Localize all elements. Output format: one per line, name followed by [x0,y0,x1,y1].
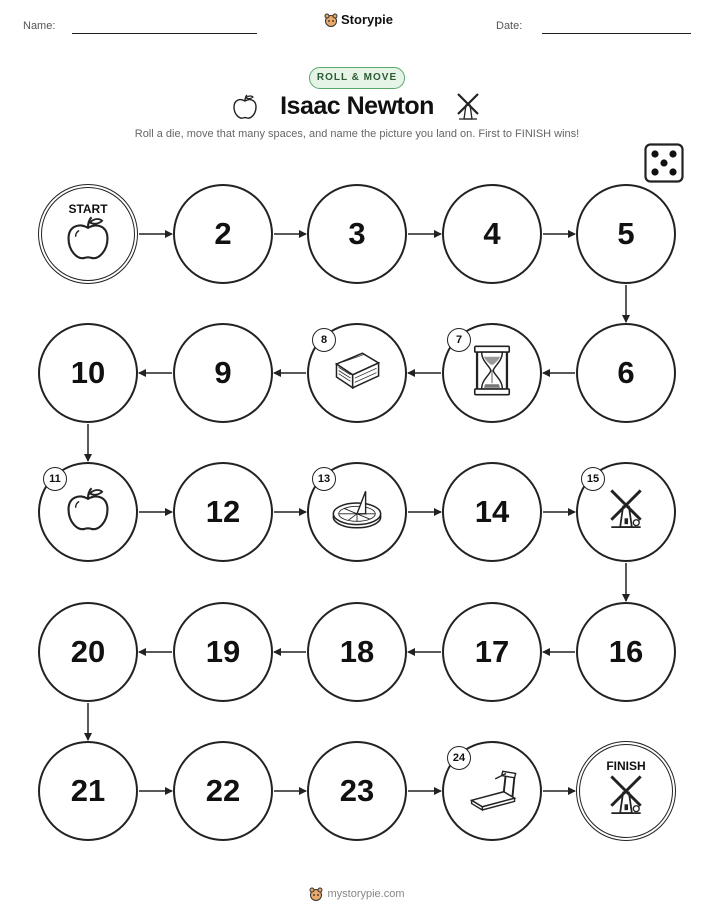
start-label: START [68,202,108,216]
finish-label: FINISH [606,759,646,773]
board-space[interactable] [173,462,273,562]
space-number-tag: 8 [312,328,336,352]
footer [0,887,714,901]
storypie-mascot-icon [309,887,323,901]
space-number: 21 [70,773,106,808]
board-space[interactable] [307,184,407,284]
board-space[interactable] [38,323,138,423]
book-icon [330,349,384,398]
board-space[interactable] [307,741,407,841]
space-number: 17 [474,634,510,669]
board-space[interactable] [576,602,676,702]
space-number: 10 [70,355,106,390]
space-number-tag: 7 [447,328,471,352]
board-space[interactable] [576,184,676,284]
space-number: 9 [214,355,232,390]
roll-and-move-badge: ROLL & MOVE [309,67,405,89]
footer-url: mystorypie.com [327,888,405,900]
board-space[interactable] [173,602,273,702]
instructions: Roll a die, move that many spaces, and name the picture you land on. First to FINISH wins! [134,128,580,140]
board-space[interactable] [307,602,407,702]
sundial-icon [329,487,385,538]
board-space[interactable] [173,184,273,284]
apple-icon [65,214,111,269]
space-number: 20 [70,634,106,669]
finish-space[interactable] [576,741,676,841]
space-number: 22 [205,773,241,808]
board-space[interactable] [442,602,542,702]
date-label: Date: [496,20,523,32]
space-number: 14 [474,494,510,529]
name-label: Name: [23,20,56,32]
space-number: 18 [339,634,375,669]
space-number: 4 [483,216,501,251]
board-space[interactable] [442,462,542,562]
hourglass-icon [469,343,515,404]
windmill-icon [604,771,648,826]
start-space[interactable] [38,184,138,284]
space-number-tag: 24 [447,746,471,770]
apple-icon [65,485,111,540]
space-number-tag: 13 [312,467,336,491]
space-number: 12 [205,494,241,529]
board-space[interactable] [173,323,273,423]
space-number: 23 [339,773,375,808]
board-space[interactable] [38,741,138,841]
space-number: 3 [348,216,366,251]
page-title: Isaac Newton [280,92,434,120]
board-space[interactable] [576,323,676,423]
board-space[interactable] [38,602,138,702]
space-number: 6 [617,355,635,390]
space-number-tag: 11 [43,467,67,491]
board-space[interactable] [442,184,542,284]
brand-name: Storypie [341,12,394,27]
space-number-tag: 15 [581,467,605,491]
space-number: 16 [608,634,644,669]
board-space[interactable] [173,741,273,841]
windmill-icon [604,485,648,540]
space-number: 5 [617,216,635,251]
space-number: 19 [205,634,241,669]
space-number: 2 [214,216,232,251]
treadmill-icon [463,766,521,817]
